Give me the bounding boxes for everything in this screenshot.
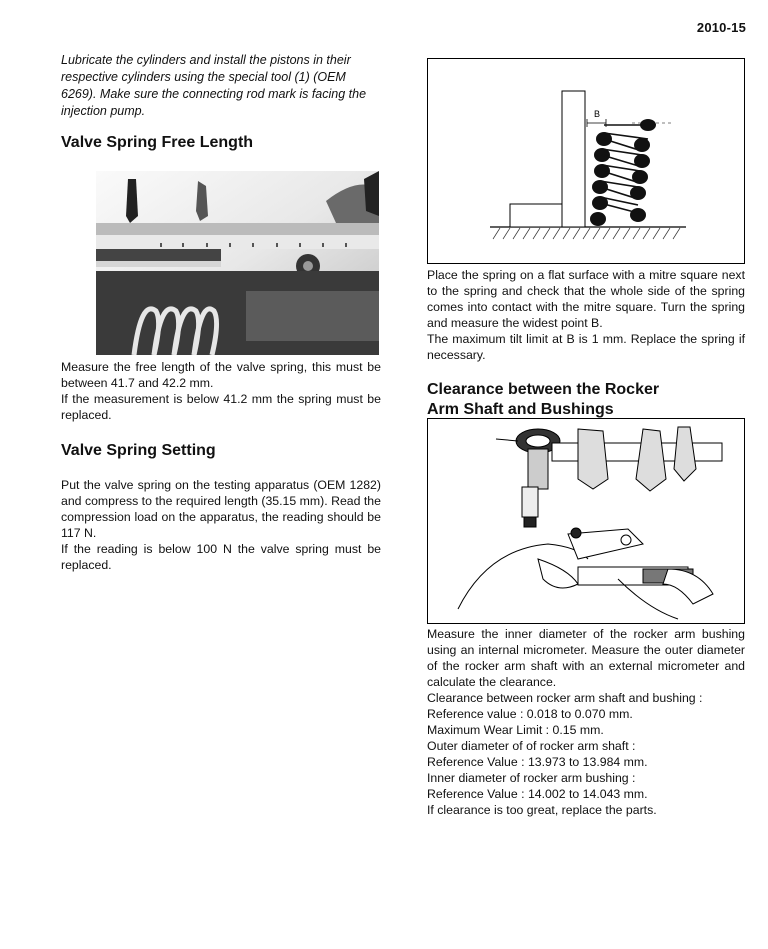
free-length-heading: Valve Spring Free Length bbox=[61, 134, 254, 151]
setting-text: Put the valve spring on the testing apparatus (OEM 1282) and compress to the required length (35.15 mm). Read the compression load on the apparatus, the reading should be 117 N. bbox=[61, 478, 381, 540]
free-length-text-2: If the measurement is below 41.2 mm the spring must be replaced. bbox=[61, 392, 381, 422]
rocker-heading-line2: Arm Shaft and Bushings bbox=[427, 401, 614, 418]
spring-tilt-figure bbox=[427, 58, 745, 264]
caliper-photo-graphic bbox=[96, 171, 379, 355]
tilt-text-2: The maximum tilt limit at B is 1 mm. Replace the spring if necessary. bbox=[427, 332, 745, 362]
spec-line-2: Reference value : 0.018 to 0.070 mm. bbox=[427, 707, 633, 721]
caliper-photo bbox=[96, 171, 379, 355]
rocker-heading-line1: Clearance between the Rocker bbox=[427, 381, 660, 398]
spec-line-8: If clearance is too great, replace the parts. bbox=[427, 803, 657, 817]
spec-line-1: Clearance between rocker arm shaft and bushing : bbox=[427, 691, 703, 705]
rocker-text: Measure the inner diameter of the rocker arm bushing using an internal micrometer. Measure the outer diameter of the rocker arm shaft with an external micrometer and calculate the clearance. bbox=[427, 627, 745, 689]
spec-line-6: Inner diameter of rocker arm bushing : bbox=[427, 771, 636, 785]
spec-line-3: Maximum Wear Limit : 0.15 mm. bbox=[427, 723, 604, 737]
right-column-upper bbox=[427, 267, 745, 420]
rocker-arm-diagram bbox=[428, 419, 744, 623]
page-number: 2010-15 bbox=[696, 20, 746, 35]
left-column-lower bbox=[61, 359, 381, 573]
left-column bbox=[61, 52, 383, 153]
setting-text-2: If the reading is below 100 N the valve spring must be replaced. bbox=[61, 542, 381, 572]
tilt-text: Place the spring on a flat surface with a mitre square next to the spring and check that the whole side of the spring comes into contact with the mitre square. Turn the spring and measure the widest point B. bbox=[427, 268, 745, 330]
spec-line-5: Reference Value : 13.973 to 13.984 mm. bbox=[427, 755, 648, 769]
intro-paragraph: Lubricate the cylinders and install the pistons in their respective cylinders using the special tool (1) (OEM 6269). Make sure the connecting rod mark is facing the injection pump. bbox=[61, 53, 367, 118]
spring-tilt-diagram bbox=[428, 59, 744, 263]
right-column-lower bbox=[427, 626, 745, 818]
rocker-arm-figure bbox=[427, 418, 745, 624]
setting-heading: Valve Spring Setting bbox=[61, 442, 216, 459]
spec-line-4: Outer diameter of of rocker arm shaft : bbox=[427, 739, 636, 753]
free-length-text: Measure the free length of the valve spring, this must be between 41.7 and 42.2 mm. bbox=[61, 360, 381, 390]
dimension-b-label: B bbox=[594, 109, 601, 119]
spec-line-7: Reference Value : 14.002 to 14.043 mm. bbox=[427, 787, 648, 801]
